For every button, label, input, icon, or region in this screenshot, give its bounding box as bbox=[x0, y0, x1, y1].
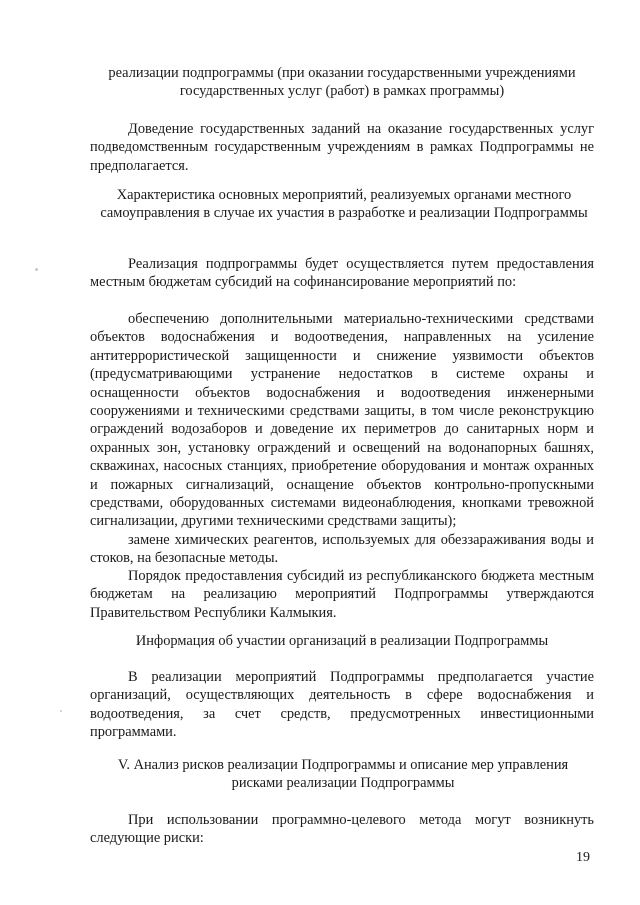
scan-speck bbox=[60, 710, 62, 712]
scan-speck bbox=[35, 268, 38, 271]
intro-heading: реализации подпрограммы (при оказании государственными учреждениями государственных услуг (работ) в рамках программы) bbox=[108, 65, 576, 100]
paragraph-state-tasks: Доведение государственных заданий на оказание государственных услуг подведомственным государственным учреждениям в рамках Подпрограммы не предполагается. bbox=[90, 121, 594, 174]
paragraph-subsidies-intro: Реализация подпрограммы будет осуществляется путем предоставления местным бюджетам субсидий на софинансирование мероприятий по: bbox=[90, 256, 594, 291]
paragraph-procedure: Порядок предоставления субсидий из республиканского бюджета местным бюджетам на реализацию мероприятий Подпрограммы утверждаются Правительством Республики Калмыкия. bbox=[90, 568, 594, 621]
page-number: 19 bbox=[576, 850, 590, 865]
paragraph-risks: При использовании программно-целевого метода могут возникнуть следующие риски: bbox=[90, 812, 594, 847]
paragraph-organizations: В реализации мероприятий Подпрограммы предполагается участие организаций, осуществляющих деятельность в сфере водоснабжения и водоотведения, за счет средств, предусмотренных инвестиционными программами. bbox=[90, 669, 594, 741]
heading-risks: V. Анализ рисков реализации Подпрограммы и описание мер управления рисками реализации Подпрограммы bbox=[117, 757, 569, 792]
heading-local-government: Характеристика основных мероприятий, реализуемых органами местного самоуправления в случае их участия в разработке и реализации Подпрограммы bbox=[100, 187, 588, 222]
heading-organizations: Информация об участии организаций в реализации Подпрограммы bbox=[135, 633, 549, 649]
paragraph-reagents: замене химических реагентов, используемых для обеззараживания воды и стоков, на безопасные методы. bbox=[90, 532, 594, 567]
paragraph-equipment: обеспечению дополнительными материально-техническими средствами объектов водоснабжения и водоотведения, направленных на усиление антитеррористической защищенности и снижение уязвимости объектов (предусматривающими устранение недостатков в системе охраны и оснащенности объектов водоснабжения и водоотведения инженерными сооружениями и техническими средствами защиты, в том числе реконструкцию ограждений водозаборов и доведение их периметров до санитарных норм и охранных зон, установку ограждений и освещений на водонапорных башнях, скважинах, насосных станциях, приобретение оборудования и монтаж охранных и пожарных сигнализаций, оснащение объектов контрольно-пропускными средствами, оборудованных системами видеонаблюдения, кнопками тревожной сигнализации, другими техническими средствами защиты); bbox=[90, 311, 594, 530]
